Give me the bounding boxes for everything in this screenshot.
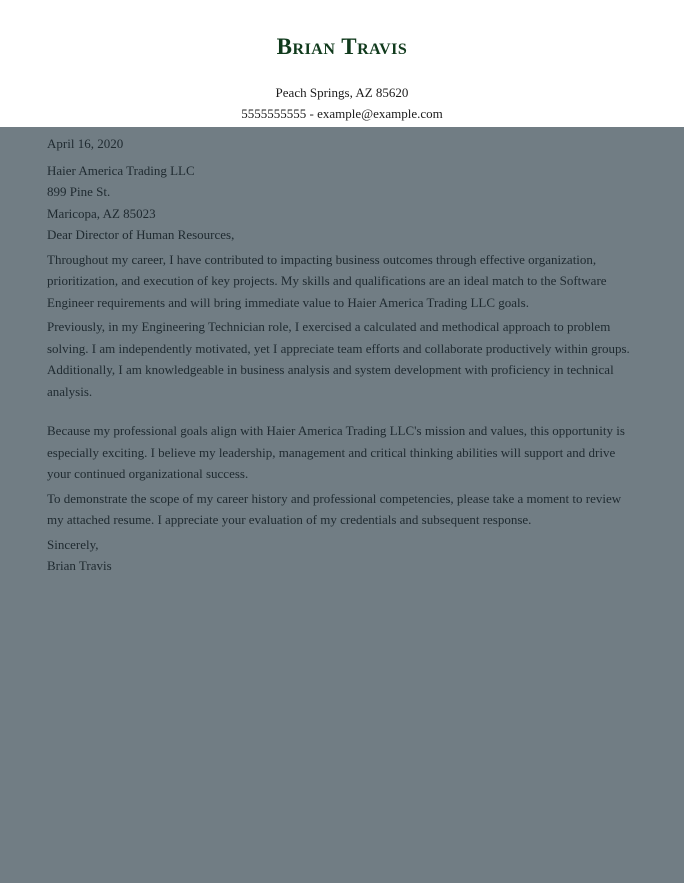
closing: Sincerely, [47, 536, 99, 552]
paragraph-3: Because my professional goals align with Haier America Trading LLC's mission and values, this opportunity is especially exciting. I believe my leadership, management and critical thinking abilities will support and drive your continued organizational success. [47, 423, 625, 481]
recipient-company: Haier America Trading LLC [47, 162, 195, 178]
recipient-block [47, 160, 637, 225]
applicant-contact [0, 106, 684, 122]
paragraph-2: Previously, in my Engineering Technician role, I exercised a calculated and methodical approach to problem solving. I am independently motivated, yet I appreciate team efforts and collaborate productively within groups. Additionally, I am knowledgeable in business analysis and system development with proficiency in technical analysis. [47, 319, 630, 399]
letter-body [0, 127, 684, 577]
salutation: Dear Director of Human Resources, [47, 227, 235, 242]
signature: Brian Travis [47, 558, 112, 573]
letter-date: April 16, 2020 [47, 136, 124, 151]
recipient-street: 899 Pine St. [47, 184, 111, 199]
recipient-city: Maricopa, AZ 85023 [47, 205, 156, 221]
letter-header [0, 0, 684, 127]
paragraph-4: To demonstrate the scope of my career history and professional competencies, please take a moment to review my attached resume. I appreciate your evaluation of my credentials and subsequent response. [47, 490, 622, 527]
applicant-email: example@example.com [317, 106, 443, 121]
contact-separator: - [306, 106, 318, 121]
applicant-phone: 5555555555 [241, 106, 307, 121]
applicant-address: Peach Springs, AZ 85620 [275, 85, 409, 100]
paragraph-1: Throughout my career, I have contributed to impacting business outcomes through effective organization, prioritization, and execution of key projects. My skills and qualifications are an ideal match to the Software Engineer requirements and will bring immediate value to Haier America Trading LLC goals. [47, 251, 607, 310]
applicant-name: Brian Travis [276, 34, 408, 59]
